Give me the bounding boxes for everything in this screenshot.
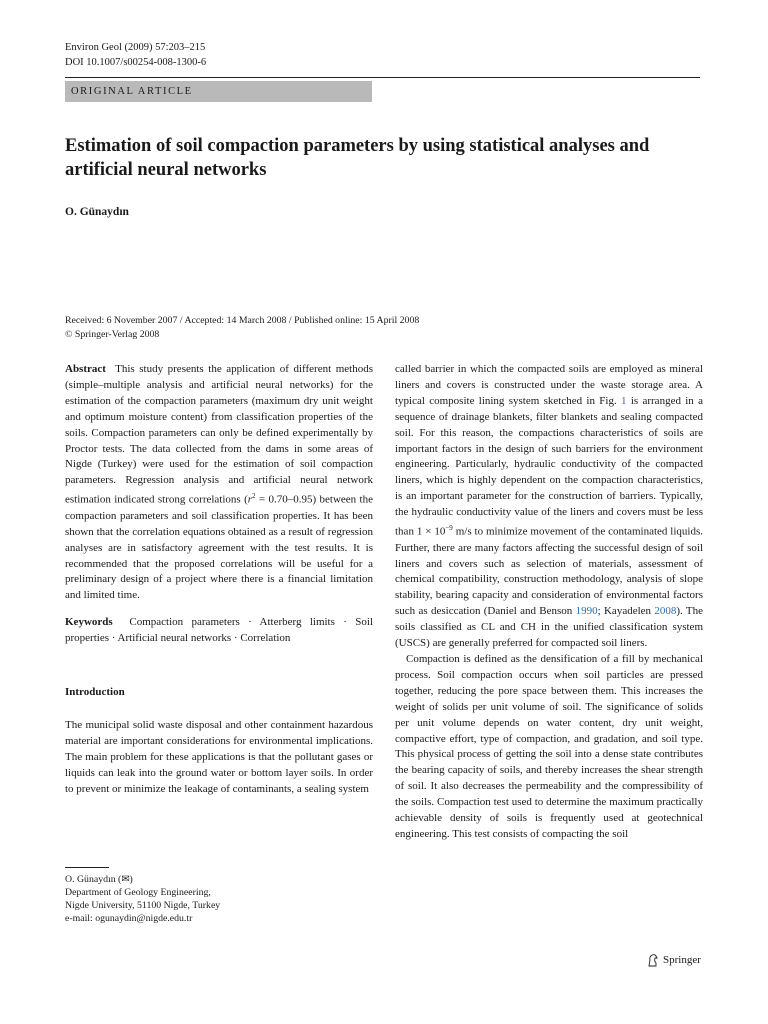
article-type-banner: ORIGINAL ARTICLE	[65, 81, 372, 102]
publisher-name: Springer	[663, 954, 701, 966]
copyright-line: © Springer-Verlag 2008	[65, 329, 160, 340]
introduction-heading: Introduction	[65, 686, 125, 699]
text-segment: ). The soils classified as CL and CH in the unified classification system (USCS) are generally preferred for compacted soil liners.	[395, 605, 703, 650]
keywords-label: Keywords	[65, 616, 113, 629]
r-symbol: r	[247, 493, 253, 506]
text-segment: called barrier in which the compacted soils are employed as mineral liners and covers is constructed under the waste storage area. A typical composite lining system sketched in Fig.	[395, 363, 703, 407]
compaction-paragraph: Compaction is defined as the densification of a fill by mechanical process. Soil compaction occurs when soil particles are pressed together, reducing the pore space between them. This increases the weight of solids per unit volume of soil. The significance of solids per unit volume depends on water content, dry unit weight, compactive effort, type of compaction, and gradation, and soil type. This physical process of getting the soil into a dense state contributes the bearing capacity of soils, and thereby increases the shear strength of soil. It also decreases the permeability and the compressibility of the soils. Compaction test used to determine the maximum practically achievable density of soils is frequently used at geotechnical engineering. This test consists of compacting the soil	[395, 652, 703, 840]
figure-link[interactable]: 1	[621, 394, 627, 407]
paper-title: Estimation of soil compaction parameters by using statistical analyses and artificial neural networks	[65, 136, 650, 180]
keywords-text: Compaction parameters · Atterberg limits · Soil properties · Artificial neural networks · Correlation	[65, 616, 374, 645]
author-footnote	[65, 873, 220, 925]
text-segment: m/s to minimize movement of the contaminated liquids. Further, there are many factors affecting the successful design of soil liners and covers such as selection of materials, assessment of chemical compatibility, construction methodology, analysis of slope stability, bearing capacity and consideration of environmental factors such as desiccation (Daniel and Benson	[395, 525, 703, 618]
history-line: Received: 6 November 2007 / Accepted: 14 March 2008 / Published online: 15 April 2008	[65, 315, 420, 326]
author-name: O. Günaydın	[65, 206, 129, 218]
doi-line[interactable]: DOI 10.1007/s00254-008-1300-6	[65, 57, 207, 68]
footnote-email[interactable]: e-mail: ogunaydin@nigde.edu.tr	[65, 913, 193, 924]
text-segment: ; Kayadelen	[597, 605, 655, 618]
abstract-label: Abstract	[65, 363, 106, 375]
header-rule	[65, 77, 700, 78]
introduction-paragraph: The municipal solid waste disposal and other containment hazardous material are important considerations for environmental implications. The main problem for these applications is that the pollutant gases or liquids can leak into the ground water or bottom layer soils. In order to prevent or minimize the leakage of contaminants, a sealing system	[65, 718, 373, 795]
publication-dates	[65, 314, 705, 342]
journal-volume-line: Environ Geol (2009) 57:203–215	[65, 42, 206, 53]
abstract-text-2: = 0.70–0.95) between the compaction parameters and soil classification properties. It has been shown that the correlation equations obtained as a result of regression analyses are in satisfactory agreement with the test results. It is recommended that the proposed correlations will be useful for a preliminary design of a project where there is a financial limitation and limited time.	[65, 493, 373, 602]
right-column	[395, 362, 703, 843]
footnote-address: Nigde University, 51100 Nigde, Turkey	[65, 900, 221, 911]
abstract	[65, 362, 373, 604]
abstract-text-1: This study presents the application of different methods (simple–multiple analysis and artificial neural networks) for the estimation of the compaction parameters (maximum dry unit weight and optimum moisture content) from classification properties of the soils. Compaction parameters can only be defined experimentally by Proctor tests. The data collected from the dams in some areas of Nigde (Turkey) were used for the estimation of soil compaction parameters. Regression analysis and artificial neural network estimation indicated strong correlations (	[65, 363, 373, 506]
r-exponent: 2	[252, 492, 256, 501]
keywords	[65, 615, 373, 647]
springer-horse-icon	[647, 953, 659, 967]
left-column	[65, 362, 373, 798]
footnote-author: O. Günaydın (✉)	[65, 874, 133, 885]
footnote-rule	[65, 867, 109, 868]
exponent: −9	[445, 524, 453, 533]
footnote-department: Department of Geology Engineering,	[65, 887, 211, 898]
publisher-logo	[647, 953, 701, 967]
text-segment: is arranged in a sequence of drainage blankets, filter blankets and sealing compacted soil. For this reason, the compactions characteristics of soils are important factors in the design of such barriers for the environment engineering. Particularly, hydraulic conductivity of the compacted liners, which is highly dependent on the compaction characteristics, is an important parameter for the construction of barriers. Typically, the hydraulic conductivity value of the liners and covers must be less than 1 × 10	[395, 394, 704, 538]
citation-link-2008[interactable]: 2008	[654, 605, 677, 618]
citation-link-1990[interactable]: 1990	[575, 605, 598, 618]
intro-continuation-paragraph	[395, 362, 703, 652]
journal-citation	[65, 40, 206, 70]
